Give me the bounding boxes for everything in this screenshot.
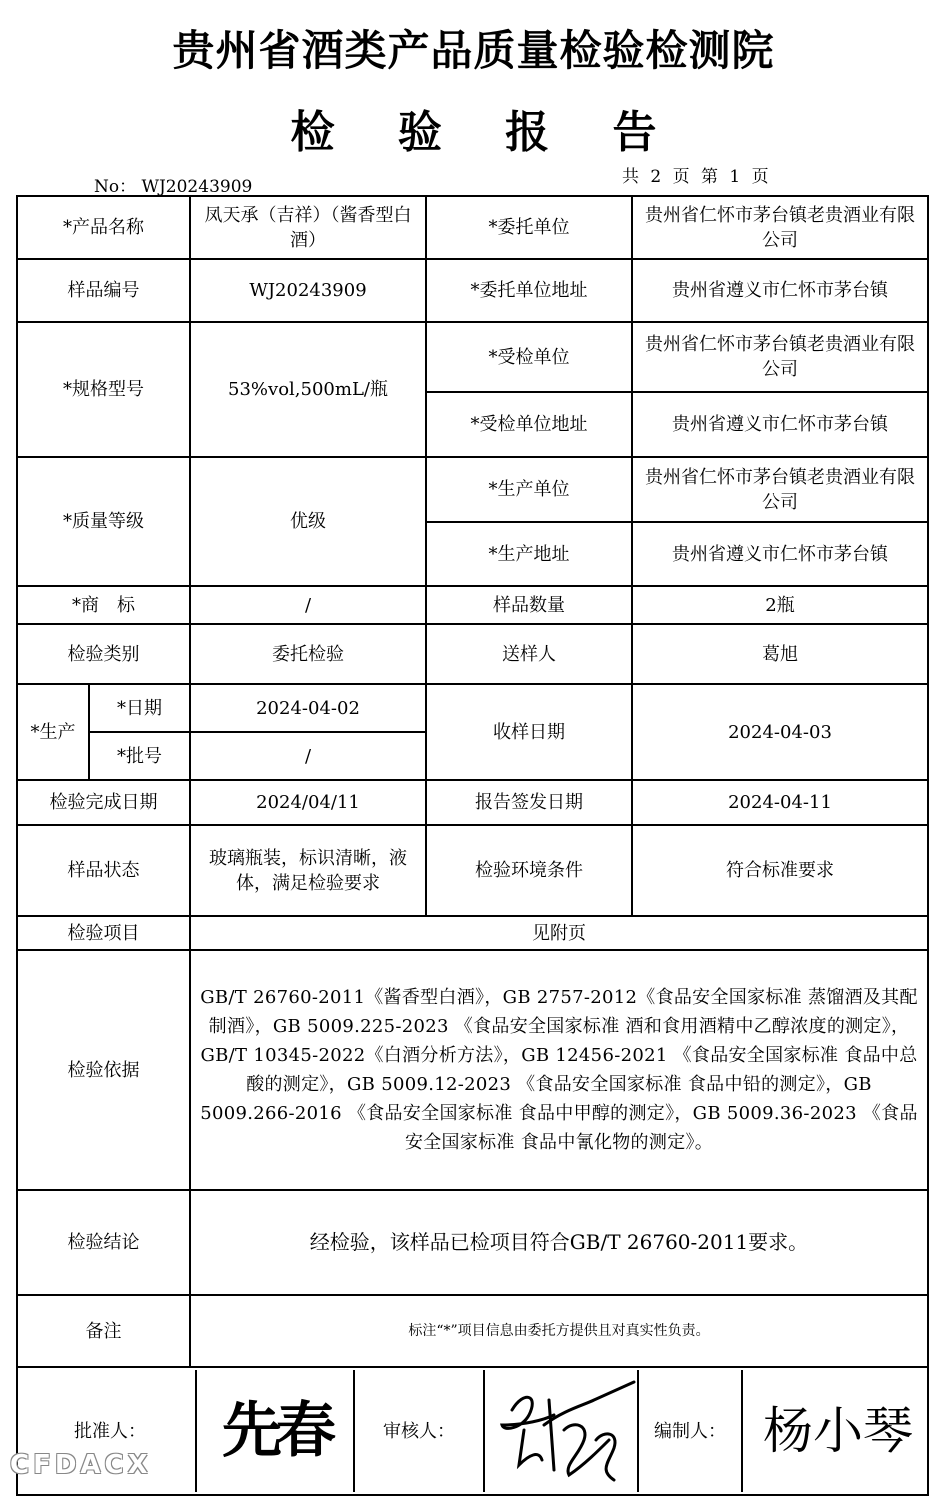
report-title: 检 验 报 告: [290, 107, 681, 158]
institute-name: 贵州省酒类产品质量检验检测院: [172, 26, 775, 75]
items-label: 检验项目: [17, 916, 190, 950]
basis-label: 检验依据: [17, 950, 190, 1190]
inspected-addr-value: 贵州省遵义市仁怀市茅台镇: [632, 392, 928, 457]
env-value: 符合标准要求: [632, 825, 928, 916]
quantity-value: 2瓶: [632, 586, 928, 624]
conclusion-label: 检验结论: [17, 1190, 190, 1295]
spec-label: *规格型号: [17, 322, 190, 457]
issue-date-value: 2024-04-11: [632, 780, 928, 825]
production-date-value: 2024-04-02: [190, 684, 426, 732]
product-name-value: 凤天承（吉祥）（酱香型白酒）: [190, 196, 426, 259]
receive-date-value: 2024-04-03: [632, 684, 928, 780]
client-addr-value: 贵州省遵义市仁怀市茅台镇: [632, 259, 928, 322]
producer-value: 贵州省仁怀市茅台镇老贵酒业有限公司: [632, 457, 928, 522]
producer-addr-label: *生产地址: [426, 522, 632, 586]
sample-state-label: 样品状态: [17, 825, 190, 916]
grade-label: *质量等级: [17, 457, 190, 586]
sample-no-label: 样品编号: [17, 259, 190, 322]
complete-date-value: 2024/04/11: [190, 780, 426, 825]
receive-date-label: 收样日期: [426, 684, 632, 780]
sample-state-value: 玻璃瓶装，标识清晰，液体，满足检验要求: [190, 825, 426, 916]
inspected-addr-label: *受检单位地址: [426, 392, 632, 457]
approver-signature: 先春: [222, 1395, 330, 1466]
signature-row: [17, 1367, 928, 1495]
complete-date-label: 检验完成日期: [17, 780, 190, 825]
reviewer-label: 审核人：: [383, 1420, 455, 1442]
batch-label: *批号: [89, 732, 190, 780]
client-value: 贵州省仁怀市茅台镇老贵酒业有限公司: [632, 196, 928, 259]
basis-value: GB/T 26760-2011《酱香型白酒》，GB 2757-2012《食品安全国家标准 蒸馏酒及其配制酒》，GB 5009.225-2023 《食品安全国家标准 酒和食用酒精中乙醇浓度的测定》，GB/T 10345-2022《白酒分析方法》，GB 12456-2021 《食品安全国家标准 食品中总酸的测定》，GB 5009.12-2023 《食品安全国家标准 食品中铅的测定》，GB 5009.266-2016 《食品安全国家标准 食品中甲醇的测定》，GB 5009.36-2023 《食品安全国家标准 食品中氰化物的测定》。: [190, 950, 928, 1190]
inspected-label: *受检单位: [426, 322, 632, 392]
spec-value: 53%vol,500mL/瓶: [190, 322, 426, 457]
category-value: 委托检验: [190, 624, 426, 684]
trademark-label: *商 标: [17, 586, 190, 624]
editor-signature: 杨小琴: [763, 1401, 913, 1460]
producer-label: *生产单位: [426, 457, 632, 522]
env-label: 检验环境条件: [426, 825, 632, 916]
remark-label: 备注: [17, 1295, 190, 1367]
page-info: 共 2 页 第 1 页: [622, 167, 769, 187]
quantity-label: 样品数量: [426, 586, 632, 624]
sender-label: 送样人: [426, 624, 632, 684]
production-label: *生产: [17, 684, 89, 780]
remark-value: 标注“*”项目信息由委托方提供且对真实性负责。: [190, 1295, 928, 1367]
approver-label: 批准人：: [74, 1420, 146, 1442]
items-value: 见附页: [190, 916, 928, 950]
production-date-label: *日期: [89, 684, 190, 732]
producer-addr-value: 贵州省遵义市仁怀市茅台镇: [632, 522, 928, 586]
issue-date-label: 报告签发日期: [426, 780, 632, 825]
grade-value: 优级: [190, 457, 426, 586]
sample-no-value: WJ20243909: [190, 259, 426, 322]
sender-value: 葛旭: [632, 624, 928, 684]
editor-label: 编制人：: [654, 1420, 726, 1442]
report-table: [16, 195, 929, 1496]
category-label: 检验类别: [17, 624, 190, 684]
inspected-value: 贵州省仁怀市茅台镇老贵酒业有限公司: [632, 322, 928, 392]
reviewer-signature: [502, 1382, 634, 1480]
watermark: CFDACX: [10, 1450, 152, 1480]
product-name-label: *产品名称: [17, 196, 190, 259]
batch-value: /: [190, 732, 426, 780]
client-label: *委托单位: [426, 196, 632, 259]
trademark-value: /: [190, 586, 426, 624]
conclusion-value: 经检验，该样品已检项目符合GB/T 26760-2011要求。: [190, 1190, 928, 1295]
report-number: No： WJ20243909: [94, 177, 253, 197]
client-addr-label: *委托单位地址: [426, 259, 632, 322]
